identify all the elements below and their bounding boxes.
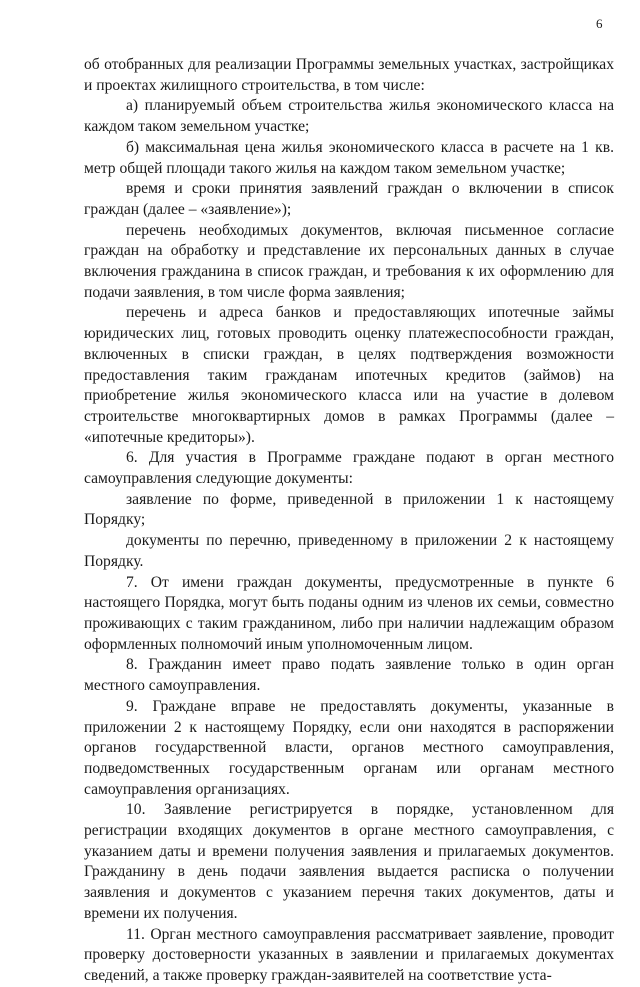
- paragraph-clause-9: 9. Граждане вправе не предоставлять документы, указанные в приложении 2 к настоящему Порядку, если они находятся в распоряжении органов государственной власти, органов местного самоуправления, подведомственных государственным органам или органам местного самоуправления организациях.: [84, 697, 614, 798]
- page-number: 6: [596, 16, 603, 31]
- paragraph-clause-11: 11. Орган местного самоуправления рассматривает заявление, проводит проверку достоверности указанных в заявлении и прилагаемых документах сведений, а также проверку граждан-заявителей на соответствие уста-: [84, 925, 614, 984]
- paragraph-clause-8: 8. Гражданин имеет право подать заявление только в один орган местного самоуправления.: [84, 656, 614, 695]
- paragraph-banks-list: перечень и адреса банков и предоставляющих ипотечные займы юридических лиц, готовых проводить оценку платежеспособности граждан, включенных в списки граждан, в целях подтверждения возможности предоставления таким гражданам ипотечных кредитов (займов) на приобретение жилья экономического класса или на участие в долевом строительстве многоквартирных домов в рамках Программы (далее – «ипотечные кредиторы»).: [84, 304, 614, 446]
- paragraph-clause-6: 6. Для участия в Программе граждане подают в орган местного самоуправления следующие документы:: [84, 449, 614, 488]
- document-body: [84, 55, 614, 987]
- paragraph-clause-6-documents: документы по перечню, приведенному в приложении 2 к настоящему Порядку.: [84, 532, 614, 570]
- paragraph-clause-7: 7. От имени граждан документы, предусмотренные в пункте 6 настоящего Порядка, могут быть поданы одним из членов их семьи, совместно проживающих с таким гражданином, либо при наличии надлежащим образом оформленных полномочий иным уполномоченным лицом.: [84, 573, 614, 653]
- paragraph-application-time: время и сроки принятия заявлений граждан о включении в список граждан (далее – «заявление»);: [84, 180, 614, 218]
- paragraph-item-a: а) планируемый объем строительства жилья экономического класса на каждом таком земельном участке;: [84, 97, 614, 136]
- paragraph-item-b: б) максимальная цена жилья экономического класса в расчете на 1 кв. метр общей площади такого жилья на каждом таком земельном участке;: [84, 138, 614, 177]
- paragraph-documents-list: перечень необходимых документов, включая письменное согласие граждан на обработку и представление их персональных данных в случае включения гражданина в список граждан, и требования к их оформлению для подачи заявления, в том числе форма заявления;: [84, 221, 614, 301]
- paragraph-continuation: об отобранных для реализации Программы земельных участках, застройщиках и проектах жилищного строительства, в том числе:: [84, 56, 614, 94]
- paragraph-clause-6-application: заявление по форме, приведенной в приложении 1 к настоящему Порядку;: [84, 490, 614, 529]
- paragraph-clause-10: 10. Заявление регистрируется в порядке, установленном для регистрации входящих документов в органе местного самоуправления, с указанием даты и времени получения заявления и прилагаемых документов. Гражданину в день подачи заявления выдается расписка о получении заявления и документов с указанием перечня таких документов, даты и времени их получения.: [84, 801, 614, 922]
